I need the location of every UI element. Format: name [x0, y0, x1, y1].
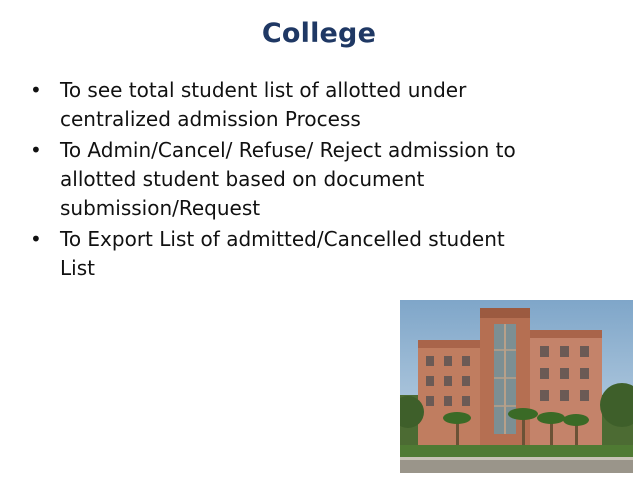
- bullet-line: To see total student list of allotted under: [60, 78, 467, 102]
- bullet-line: To Export List of admitted/Cancelled student: [60, 227, 505, 251]
- bullet-line: submission/Request: [60, 196, 261, 220]
- bullet-marker: •: [30, 78, 42, 102]
- bullet-line: List: [60, 256, 95, 280]
- college-building-photo: [400, 300, 633, 473]
- bullet-line: allotted student based on document: [60, 167, 425, 191]
- bullet-item: [26, 225, 606, 283]
- bullet-marker: •: [30, 227, 42, 251]
- bullet-item: [26, 136, 606, 223]
- college-building-illustration: [400, 300, 633, 473]
- bullet-marker: •: [30, 138, 42, 162]
- bullet-list: [26, 76, 606, 285]
- slide-title: College: [261, 18, 377, 49]
- bullet-item: [26, 76, 606, 134]
- shrubs: [400, 445, 633, 457]
- bullet-line: centralized admission Process: [60, 107, 361, 131]
- bullet-line: To Admin/Cancel/ Refuse/ Reject admission to: [60, 138, 516, 162]
